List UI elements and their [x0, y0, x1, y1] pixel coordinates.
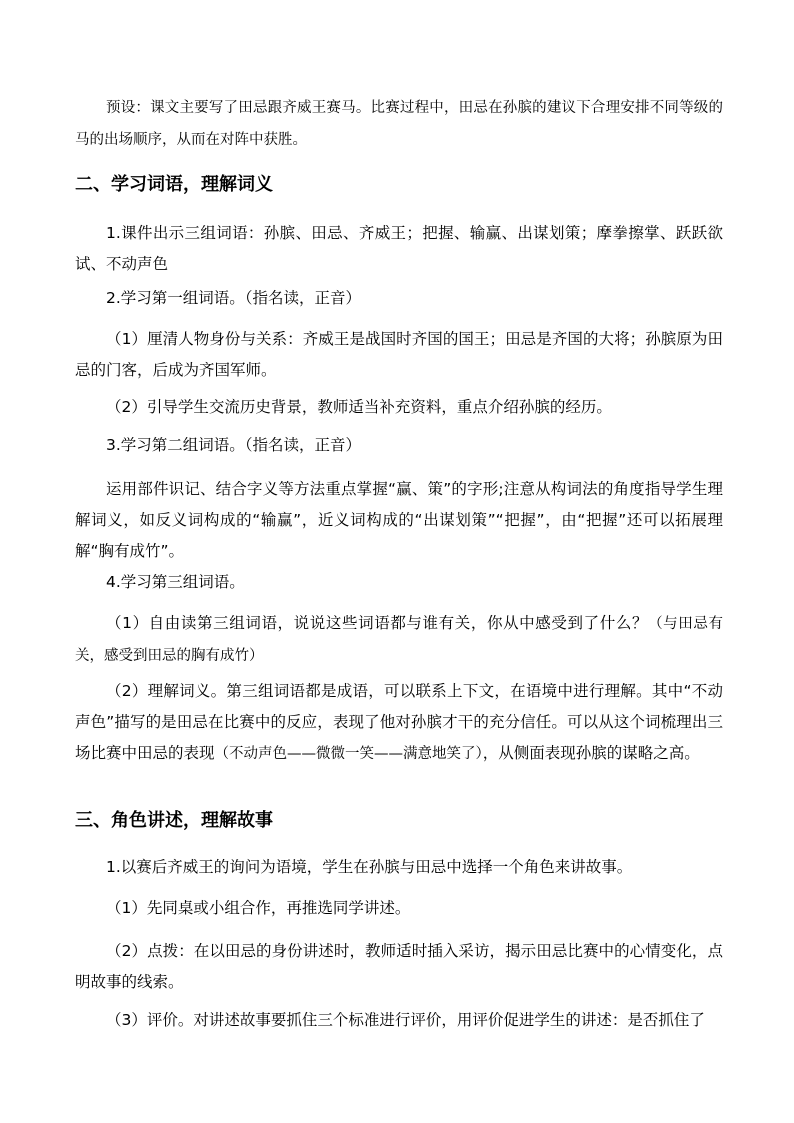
intro-text: 预设：课文主要写了田忌跟齐威王赛马。比赛过程中，田忌在孙膑的建议下合理安排不同等级的马的出场顺序，从而在对阵中获胜。 [75, 100, 723, 148]
section-2-paragraph-9-tail: ，从侧面表现孙膑的谋略之高。 [482, 744, 700, 762]
section-2-paragraph-7: 4.学习第三组词语。 [106, 573, 245, 591]
section-2-paragraph-2: 2.学习第一组词语。（指名读，正音） [106, 289, 362, 307]
section-2-paragraph-9 [75, 676, 723, 770]
section-2-paragraph-9-main: （2）理解词义。第三组词语都是成语，可以联系上下文，在语境中进行理解。其中“不动声色”描写的是田忌在比赛中的反应，表现了他对孙膑才干的充分信任。可以从这个词梳理出三场比赛中田忌的表现 [75, 682, 723, 762]
section-2-heading: 二、学习词语，理解词义 [75, 174, 273, 195]
section-3-paragraph-2: （1）先同桌或小组合作，再推选同学讲述。 [106, 899, 411, 917]
intro-paragraph [75, 92, 723, 156]
section-3-paragraph-1: 1.以赛后齐威王的询问为语境，学生在孙膑与田忌中选择一个角色来讲故事。 [106, 858, 633, 876]
section-2-paragraph-1: 1.课件出示三组词语：孙膑、田忌、齐威王；把握、输赢、出谋划策；摩拳擦掌、跃跃欲试、不动声色 [75, 224, 723, 273]
section-3-paragraph-3: （2）点拨：在以田忌的身份讲述时，教师适时插入采访，揭示田忌比赛中的心情变化，点明故事的线索。 [75, 942, 723, 991]
section-2-paragraph-9-note: （不动声色——微微一笑——满意地笑了） [214, 746, 483, 762]
section-2-paragraph-5: 3.学习第二组词语。（指名读，正音） [106, 436, 362, 454]
section-2-paragraph-8-note: （与田忌有关，感受到田忌的胸有成竹） [75, 616, 723, 664]
section-2-paragraph-4: （2）引导学生交流历史背景，教师适当补充资料，重点介绍孙膑的经历。 [106, 398, 612, 416]
section-2-paragraph-3: （1）厘清人物身份与关系：齐威王是战国时齐国的国王；田忌是齐国的大将；孙膑原为田忌的门客，后成为齐国军师。 [75, 330, 723, 379]
section-3-heading: 三、角色讲述，理解故事 [75, 810, 273, 831]
section-2-paragraph-6: 运用部件识记、结合字义等方法重点掌握“赢、策”的字形;注意从构词法的角度指导学生理解词义，如反义词构成的“输赢”，近义词构成的“出谋划策”“把握”，由“把握”还可以拓展理解“胸有成竹”。 [75, 480, 723, 560]
section-2-paragraph-8 [75, 608, 723, 672]
section-2-paragraph-8-main: （1）自由读第三组词语，说说这些词语都与谁有关，你从中感受到了什么？ [106, 614, 649, 632]
section-3-paragraph-4: （3）评价。对讲述故事要抓住三个标准进行评价，用评价促进学生的讲述：是否抓住了 [106, 1011, 705, 1029]
